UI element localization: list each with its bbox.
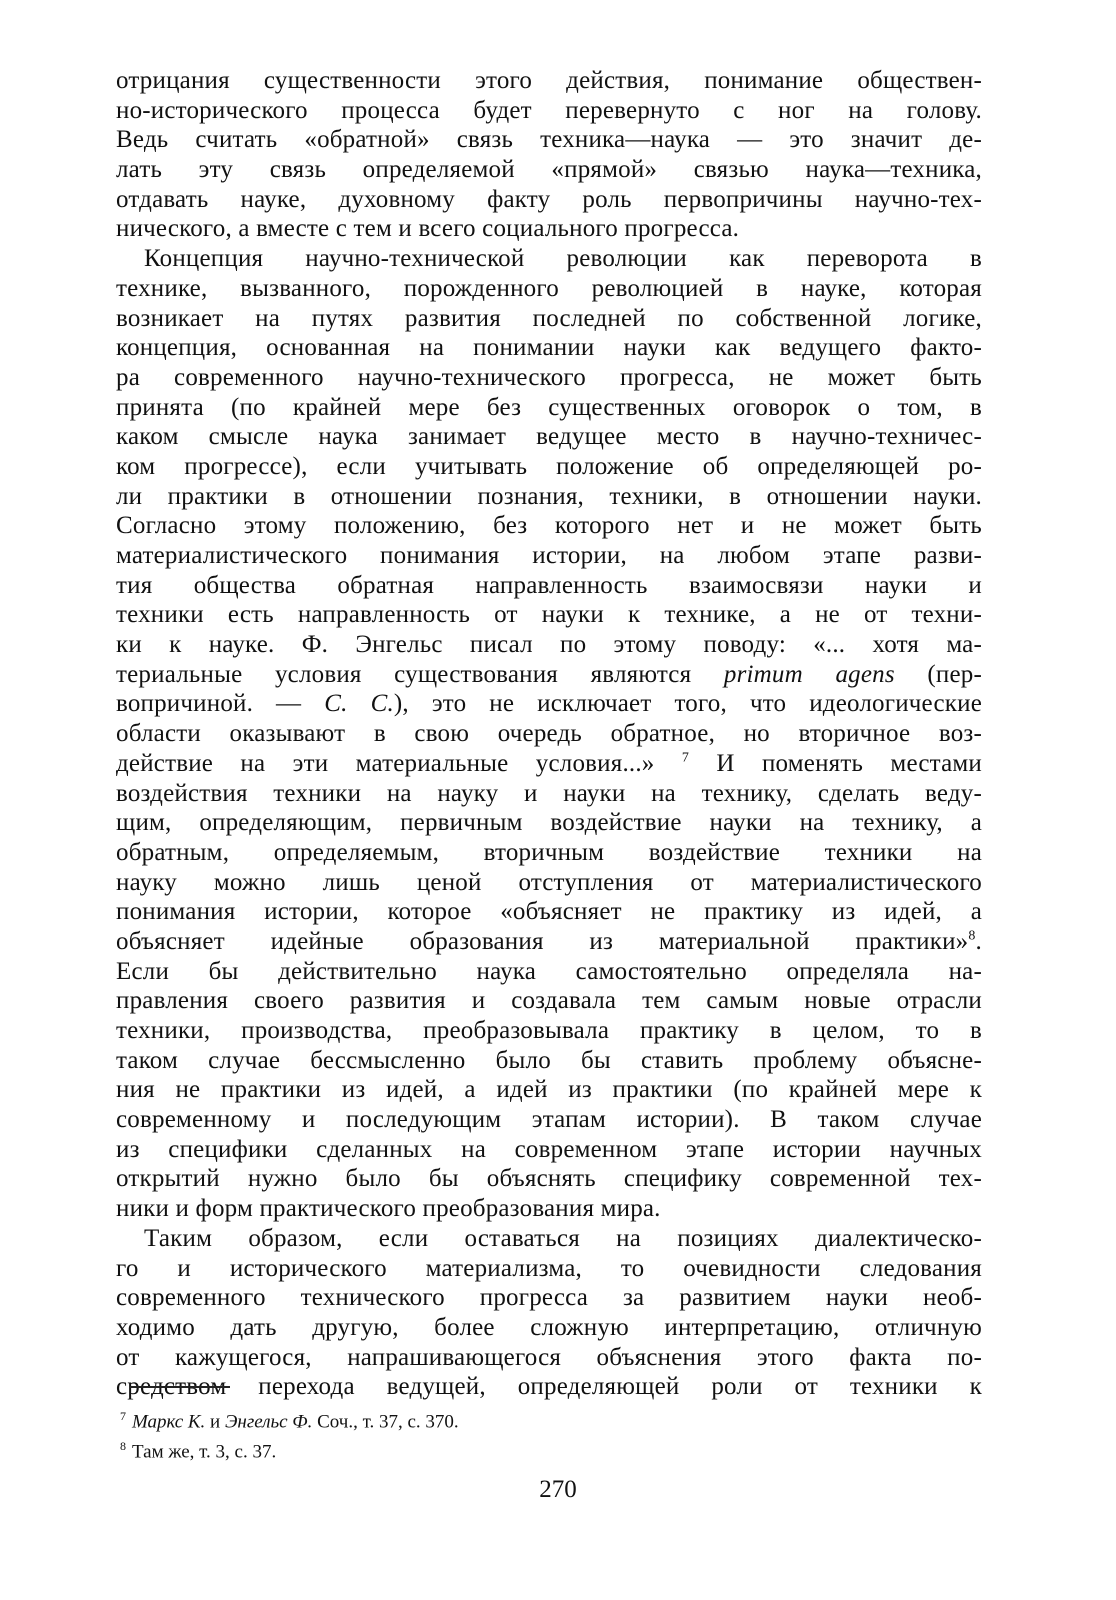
text-line: ники и форм практического преобразования мира. xyxy=(116,1195,661,1223)
text-line: Согласно этому положению, без которого нет и не может быть xyxy=(116,512,982,540)
text-line: ния не практики из идей, а идей из практики (по крайней мере к xyxy=(116,1076,982,1104)
text-run: объясняет идейные образования из материальной практики» xyxy=(116,927,969,955)
text-run: териальные условия существования являются xyxy=(116,660,724,688)
text-line: отрицания существенности этого действия, понимание обществен- xyxy=(116,67,982,94)
text-line: ки к науке. Ф. Энгельс писал по этому поводу: «... хотя ма- xyxy=(116,631,982,659)
page-number: 270 xyxy=(539,1476,577,1503)
footnotes xyxy=(120,1404,980,1465)
text-line: концепция, основанная на понимании науки как ведущего факто- xyxy=(116,334,982,362)
italic-run: С. С. xyxy=(324,690,394,718)
text-line: Ведь считать «обратной» связь техника—наука — это значит де- xyxy=(116,126,982,154)
text-line: науку можно лишь ценой отступления от материалистического xyxy=(116,868,982,896)
text-line: из специфики сделанных на современном этапе истории научных xyxy=(116,1135,982,1163)
footnote-author: Маркс К. xyxy=(132,1411,206,1433)
text-run: (пер- xyxy=(894,660,983,688)
text-line: техники есть направленность от науки к технике, а не от техни- xyxy=(116,601,982,629)
text-line: возникает на путях развития последней по собственной логике, xyxy=(116,304,982,332)
text-line: техники, производства, преобразовывала практику в целом, то в xyxy=(116,1017,982,1044)
page-body xyxy=(116,66,982,1402)
text-line: лать эту связь определяемой «прямой» связью наука—техника, xyxy=(116,156,982,184)
text-line: щим, определяющим, первичным воздействие науки на технику, а xyxy=(116,809,982,837)
text-line: Таким образом, если оставаться на позициях диалектическо- xyxy=(144,1224,982,1252)
text-line: ли практики в отношении познания, техники, в отношении науки. xyxy=(116,482,982,510)
footnote-divider xyxy=(130,1386,230,1388)
italic-run: primum agens xyxy=(723,660,895,688)
text-line: открытий нужно было бы объяснять специфику современной тех- xyxy=(116,1165,982,1193)
footnote-mark: 8 xyxy=(120,1439,126,1454)
text-line: ком прогрессе), если учитывать положение об определяющей ро- xyxy=(116,452,982,480)
text-line: принята (по крайней мере без существенных оговорок о том, в xyxy=(116,393,982,421)
text-line: ра современного научно-технического прогресса, не может быть xyxy=(116,363,982,391)
footnote-mark: 7 xyxy=(120,1409,126,1423)
text-line: отдавать науке, духовному факту роль первопричины научно-тех- xyxy=(116,185,982,213)
text-line: нического, а вместе с тем и всего социального прогресса. xyxy=(116,215,740,243)
text-line: Концепция научно-технической революции как переворота в xyxy=(144,245,982,273)
footnote-8 xyxy=(120,1434,980,1464)
text-line: средством перехода ведущей, определяющей роли от техники к xyxy=(116,1373,982,1401)
text-line: понимания истории, которое «объясняет не практику из идей, а xyxy=(116,898,982,926)
footnote-reference: 8 xyxy=(968,928,976,944)
text-line: но-исторического процесса будет перевернуто с ног на голову. xyxy=(116,96,982,124)
footnote-7 xyxy=(120,1404,980,1434)
text-run: вопричиной. — xyxy=(116,690,325,718)
text-run: И поменять местами xyxy=(689,749,982,777)
text-line: современного технического прогресса за развитием науки необ- xyxy=(116,1284,982,1312)
text-line: воздействия техники на науку и науки на технику, сделать веду- xyxy=(116,779,982,807)
text-line: ходимо дать другую, более сложную интерпретацию, отличную xyxy=(116,1313,982,1341)
text-line: го и исторического материализма, то очевидности следования xyxy=(116,1254,982,1282)
text-run: действие на эти материальные условия...» xyxy=(116,749,682,777)
footnote-author: Энгельс Ф. xyxy=(224,1411,313,1433)
footnote-text: Соч., т. 37, с. 370. xyxy=(312,1411,459,1433)
text-line xyxy=(116,660,982,690)
text-line: от кажущегося, напрашивающегося объяснения этого факта по- xyxy=(116,1343,982,1371)
text-run: . xyxy=(975,927,982,955)
text-line: Если бы действительно наука самостоятельно определяла на- xyxy=(116,957,982,985)
text-run: ), это не исключает того, что идеологические xyxy=(393,690,982,718)
text-line: области оказывают в свою очередь обратное, но вторичное воз- xyxy=(116,720,982,748)
text-line xyxy=(116,927,982,957)
text-line: обратным, определяемым, вторичным воздействие техники на xyxy=(116,838,982,866)
text-line: современному и последующим этапам истории). В таком случае xyxy=(116,1106,982,1134)
text-line xyxy=(116,689,982,719)
text-line: правления своего развития и создавала тем самым новые отрасли xyxy=(116,987,982,1015)
footnote-conj: и xyxy=(205,1411,225,1433)
text-line: технике, вызванного, порожденного революцией в науке, которая xyxy=(116,274,982,302)
footnote-reference: 7 xyxy=(681,750,690,766)
text-line xyxy=(116,749,982,779)
text-line: таком случае бессмысленно было бы ставить проблему объясне- xyxy=(116,1046,982,1074)
text-line: материалистического понимания истории, на любом этапе разви- xyxy=(116,542,982,569)
text-line: каком смысле наука занимает ведущее место в научно-техничес- xyxy=(116,423,982,451)
text-line: тия общества обратная направленность взаимосвязи науки и xyxy=(116,571,982,599)
footnote-text: Там же, т. 3, с. 37. xyxy=(132,1441,277,1463)
